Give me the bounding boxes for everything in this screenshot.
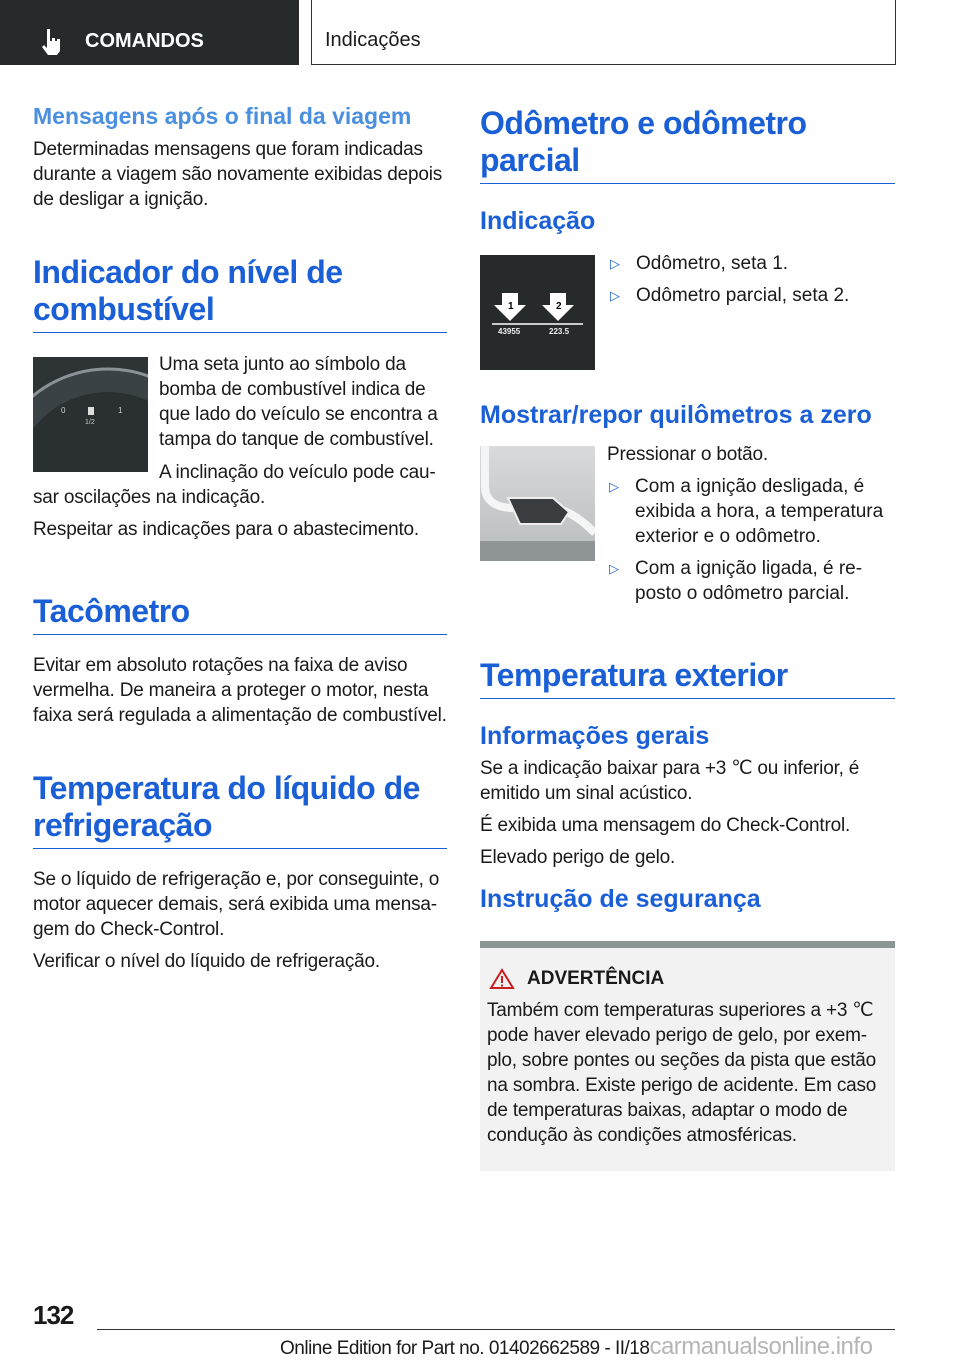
- trip-value: 223.5: [549, 327, 570, 336]
- tach-section: [33, 593, 447, 735]
- heading-messages: Mensagens após o final da viagem: [33, 103, 412, 129]
- heading-indication: Indicação: [480, 207, 596, 235]
- outside-temp-section: [480, 657, 895, 914]
- fuel-pump-icon: [88, 407, 94, 415]
- messages-text: Determinadas mensagens que foram indicadas durante a viagem são novamente exibidas depois de desligar a ignição.: [33, 139, 443, 210]
- odometer-section: [480, 105, 895, 236]
- hand-pointer-icon: [40, 27, 64, 55]
- reset-button: [508, 498, 569, 524]
- gauge-1: 1: [118, 406, 123, 415]
- tach-text: Evitar em absoluto rotações na faixa de aviso vermelha. De maneira a proteger o motor, nesta faixa será regulada a alimentação de combustível.: [33, 655, 447, 726]
- heading-safety: Instrução de segurança: [480, 885, 761, 913]
- coolant-text: Se o líquido de refrigeração e, por conseguinte, o motor aquecer demais, será exibida uma mensa-gem do Check-Control.: [33, 869, 440, 940]
- chapter-tab: [311, 0, 896, 65]
- gauge-0: 0: [61, 406, 66, 415]
- odometer-list: [608, 251, 895, 315]
- temp-text-2: É exibida uma mensagem do Check-Control.: [480, 815, 851, 836]
- warning-box: [480, 941, 895, 1171]
- section-label: COMANDOS: [85, 30, 204, 52]
- bullet-triangle-icon: ▷: [609, 561, 619, 576]
- fuel-text-3: Respeitar as indicações para o abastecimento.: [33, 519, 420, 540]
- heading-coolant: Temperatura do líquido de refrigeração: [33, 770, 447, 849]
- heading-reset: Mostrar/repor quilômetros a zero: [480, 401, 872, 429]
- coolant-text-2: Verificar o nível do líquido de refrigeração.: [33, 951, 380, 972]
- fuel-text-2a: A inclinação do veículo pode cau-: [159, 462, 436, 483]
- warning-triangle-icon: [489, 968, 515, 990]
- list-item: ▷ Com a ignição ligada, é re-posto o odômetro parcial.: [609, 558, 863, 604]
- fuel-section: [33, 254, 447, 333]
- heading-odometer: Odômetro e odômetro parcial: [480, 105, 895, 184]
- fuel-gauge-image: [33, 357, 148, 472]
- heading-fuel: Indicador do nível de combustível: [33, 254, 447, 333]
- page-number: 132: [33, 1300, 74, 1330]
- list-item: ▷ Odômetro, seta 1.: [610, 253, 789, 274]
- bullet-triangle-icon: ▷: [610, 256, 620, 271]
- reset-text: Pressionar o botão.: [607, 444, 768, 465]
- fuel-text: Uma seta junto ao símbolo da bomba de combustível indica de que lado do veículo se encontra a tampa do tanque de combustível.: [159, 354, 438, 450]
- footer-rule: [97, 1329, 895, 1330]
- heading-general: Informações gerais: [480, 722, 710, 750]
- arrow-1-label: 1: [508, 301, 514, 312]
- section-tab: [0, 0, 299, 65]
- arrow-2-label: 2: [556, 301, 562, 312]
- coolant-section: [33, 770, 447, 981]
- bullet-triangle-icon: ▷: [610, 288, 620, 303]
- fuel-text-2b: sar oscilações na indicação.: [33, 487, 266, 508]
- temp-text-1: Se a indicação baixar para +3 ℃ ou inferior, é emitido um sinal acústico.: [480, 758, 860, 804]
- bullet-triangle-icon: ▷: [609, 479, 619, 494]
- list-item: ▷ Com a ignição desligada, é exibida a hora, a temperatura exterior e o odômetro.: [609, 476, 884, 547]
- footer-edition: Online Edition for Part no. 01402662589 - II/18carmanualsonline.info: [280, 1333, 873, 1360]
- reset-content: [607, 442, 895, 613]
- chapter-label: Indicações: [325, 29, 421, 51]
- gauge-half: 1/2: [85, 419, 95, 426]
- odometer-value: 43955: [498, 327, 521, 336]
- list-item: ▷ Odômetro parcial, seta 2.: [610, 285, 850, 306]
- heading-outside-temp: Temperatura exterior: [480, 657, 895, 699]
- odometer-image: [480, 255, 595, 370]
- reset-button-image: [480, 446, 595, 561]
- heading-tachometer: Tacômetro: [33, 593, 447, 635]
- left-column: [33, 103, 447, 219]
- fuel-rest: [33, 485, 447, 549]
- temp-text-3: Elevado perigo de gelo.: [480, 847, 676, 868]
- warning-title: ADVERTÊNCIA: [527, 968, 665, 989]
- warning-text: Também com temperaturas superiores a +3 ℃ pode haver elevado perigo de gelo, por exem-plo, sobre pontes ou seções da pista que estão na sombra. Existe perigo de acidente. Em caso de temperaturas baixas, adaptar o modo de condução às condições atmosféricas.: [487, 1000, 877, 1146]
- watermark: carmanualsonline.info: [649, 1333, 873, 1360]
